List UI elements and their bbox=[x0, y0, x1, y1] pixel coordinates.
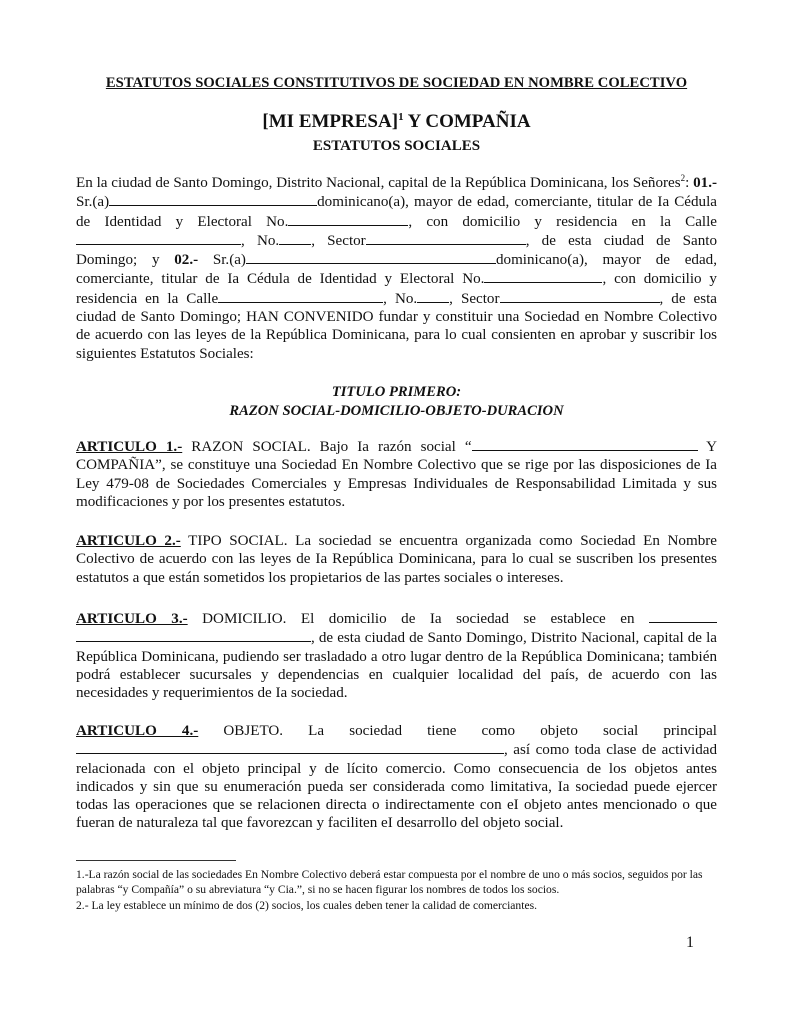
footnote-ref-1: 1 bbox=[398, 111, 404, 123]
article-2 bbox=[76, 532, 717, 587]
page-number: 1 bbox=[686, 934, 694, 951]
article-2-label: ARTICULO 2.- bbox=[76, 533, 181, 549]
intro-text: , con domicilio y residencia en la Calle bbox=[408, 213, 717, 230]
footnote-ref-2: 2 bbox=[680, 173, 686, 183]
intro-paragraph bbox=[76, 174, 717, 363]
intro-text: , No. bbox=[383, 290, 418, 307]
blank-number-2[interactable] bbox=[417, 289, 449, 303]
intro-text: , de esta ciudad de Santo Domingo; HAN CONVENIDO fundar y constituir una Sociedad en Nombre Colectivo de acuerdo con las leyes de la República Dominicana, para lo cual consienten en aprobar y suscribir los siguientes Estatutos Sociales: bbox=[76, 290, 717, 362]
blank-cedula-2[interactable] bbox=[484, 269, 602, 283]
intro-text: : bbox=[685, 175, 694, 191]
company-suffix: Y COMPAÑIA bbox=[403, 111, 531, 132]
article-3 bbox=[76, 609, 717, 702]
intro-text: En la ciudad de Santo Domingo, Distrito Nacional, capital de la República Dominicana, los Señores bbox=[76, 175, 681, 191]
article-4-text: OBJETO. La sociedad tiene como objeto social principal bbox=[198, 723, 717, 739]
blank-cedula-1[interactable] bbox=[288, 212, 408, 226]
article-1-text: RAZON SOCIAL. Bajo Ia razón social “ bbox=[182, 439, 472, 455]
document-subtitle: ESTATUTOS SOCIALES bbox=[312, 138, 481, 154]
intro-text: , No. bbox=[241, 232, 280, 249]
footnote-divider bbox=[76, 860, 236, 861]
intro-text: , con domicilio y residencia en la Calle bbox=[76, 271, 717, 307]
blank-street-2[interactable] bbox=[218, 289, 383, 303]
blank-name-1[interactable] bbox=[109, 192, 317, 206]
intro-text: dominicano(a), mayor de edad, comerciante, titular de Ia Cédula de Identidad y Electoral No. bbox=[76, 194, 717, 230]
blank-sector-2[interactable] bbox=[500, 289, 660, 303]
intro-text: , Sector bbox=[311, 232, 366, 249]
company-name: [MI EMPRESA] bbox=[262, 111, 399, 132]
party-number-1: 01.- bbox=[693, 175, 718, 191]
intro-text: , Sector bbox=[449, 290, 500, 307]
blank-sector-1[interactable] bbox=[366, 231, 526, 245]
article-3-text: , de esta ciudad de Santo Domingo, Distrito Nacional, capital de la República Dominicana, pudiendo ser trasladado a otro lugar dentro de la República Dominicana; también podrá establecer sucursales y dependencias en cualquier localidad del país, de acuerdo con las necesidades y requerimientos de Ia sociedad. bbox=[76, 630, 717, 702]
footnotes bbox=[76, 867, 717, 913]
article-1-text: Y COMPAÑIA”, se constituye una Sociedad En Nombre Colectivo que se rige por las disposiciones de Ia Ley 479-08 de Sociedades Comerciales y Empresas Individuales de Responsabilidad Limitada y sus modificaciones y por los presentes estatutos. bbox=[76, 439, 717, 510]
section-title: TITULO PRIMERO: bbox=[331, 384, 462, 400]
blank-number-1[interactable] bbox=[279, 231, 311, 245]
section-heading bbox=[76, 383, 717, 420]
intro-text: Sr.(a) bbox=[76, 194, 110, 211]
blank-street-1[interactable] bbox=[76, 231, 241, 245]
document-title: ESTATUTOS SOCIALES CONSTITUTIVOS DE SOCIEDAD EN NOMBRE COLECTIVO bbox=[105, 75, 688, 91]
blank-name-2[interactable] bbox=[246, 250, 496, 264]
intro-text: dominicano(a), mayor de edad, comerciante, titular de Ia Cédula de Identidad y Electoral No. bbox=[76, 252, 717, 288]
company-heading bbox=[76, 111, 717, 133]
party-number-2: 02.- bbox=[174, 252, 199, 269]
intro-text: Sr.(a) bbox=[198, 252, 246, 269]
article-3-text: DOMICILIO. El domicilio de Ia sociedad se establece en bbox=[187, 611, 649, 627]
article-4-text: , así como toda clase de actividad relacionada con el objeto principal y de lícito comercio. Como consecuencia de los objetos antes indicados y sin que su enumeración pueda ser considerada como limitativa, Ia sociedad puede ejercer todas las operaciones que se relacionen directa o indirectamente con eI objeto antes mencionado o que fueran de naturaleza tal que favorezcan y faciliten eI desarrollo del objeto social. bbox=[76, 742, 717, 832]
article-3-label: ARTICULO 3.- bbox=[76, 611, 188, 627]
intro-text: , de esta ciudad de Santo Domingo; y bbox=[76, 232, 717, 269]
article-1-label: ARTICULO 1.- bbox=[76, 439, 183, 455]
article-2-text: TIPO SOCIAL. La sociedad se encuentra organizada como Sociedad En Nombre Colectivo de acuerdo con las leyes de Ia República Dominicana, para lo cual se suscriben los presentes estatutos a que están sometidos los propietarios de las partes sociales o intereses. bbox=[76, 533, 717, 586]
article-1 bbox=[76, 437, 717, 511]
blank-object[interactable] bbox=[76, 740, 504, 754]
article-4-label: ARTICULO 4.- bbox=[76, 723, 199, 739]
section-subtitle: RAZON SOCIAL-DOMICILIO-OBJETO-DURACION bbox=[229, 402, 564, 419]
blank-domicile-b[interactable] bbox=[76, 628, 311, 642]
blank-domicile-a[interactable] bbox=[649, 609, 717, 623]
footnote-2: 2.- La ley establece un mínimo de dos (2) socios, los cuales deben tener la calidad de comerciantes. bbox=[76, 898, 538, 912]
footnote-1: 1.-La razón social de las sociedades En Nombre Colectivo deberá estar compuesta por el nombre de uno o más socios, seguidos por las palabras “y Compañía” o su abreviatura “y Cia.”, si no se hacen figurar los nombres de todos los socios. bbox=[76, 868, 703, 897]
article-4 bbox=[76, 722, 717, 833]
blank-company-name[interactable] bbox=[472, 437, 698, 451]
